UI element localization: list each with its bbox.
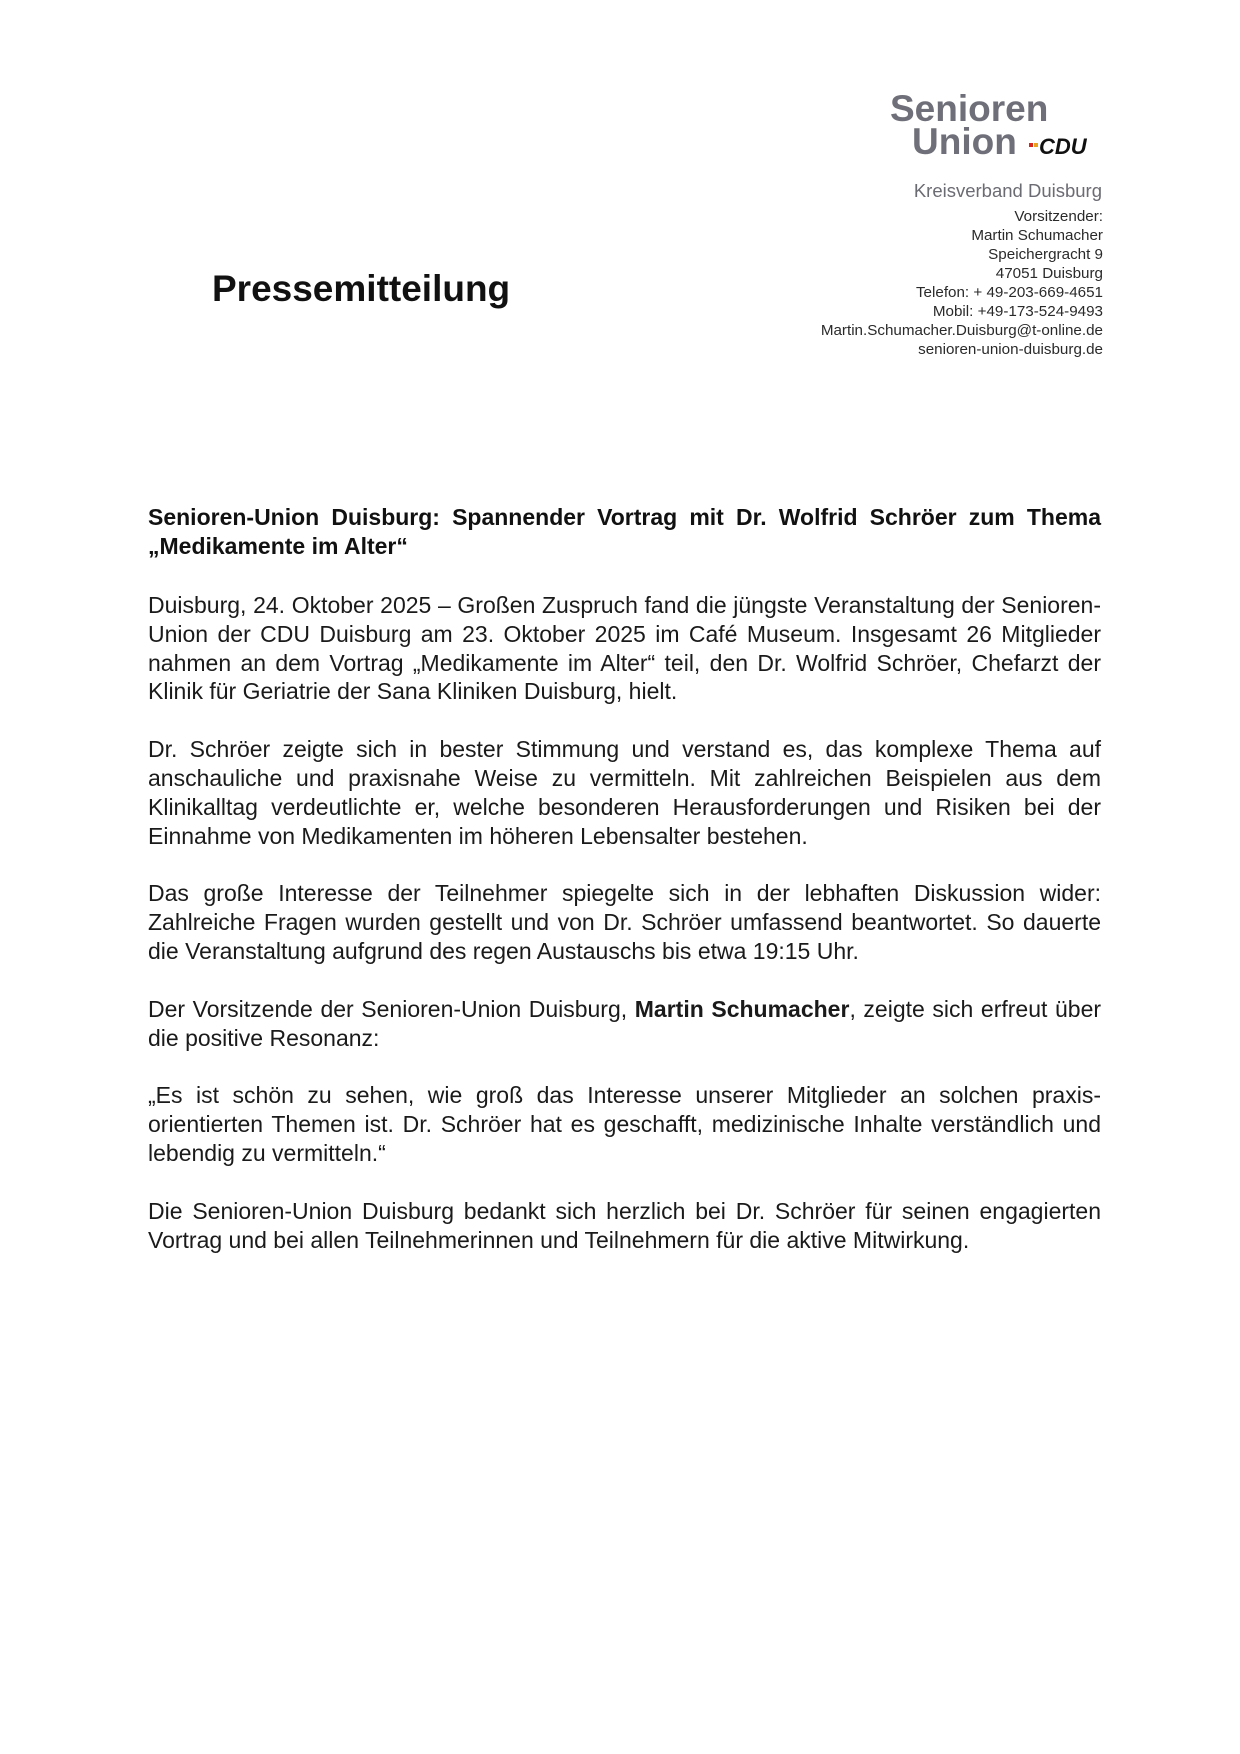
contact-website: senioren-union-duisburg.de	[918, 341, 1103, 358]
headline: Senioren-Union Duisburg: Spannender Vortrag mit Dr. Wolfrid Schröer zum Thema „Medikamente im Alter“	[148, 504, 1101, 559]
kreisverband-label: Kreisverband Duisburg	[913, 180, 1102, 201]
logo-graphic	[890, 92, 1110, 162]
logo-party: CDU	[1039, 134, 1087, 159]
senioren-union-logo	[890, 92, 1110, 162]
logo-line1: Senioren	[890, 92, 1049, 129]
contact-street: Speichergracht 9	[988, 246, 1103, 263]
paragraph-chairman	[148, 995, 1101, 1053]
contact-mobile: Mobil: +49-173-524-9493	[932, 303, 1103, 320]
logo-line2: Union	[912, 121, 1017, 162]
contact-block	[703, 207, 1103, 359]
document-type-title: Pressemitteilung	[212, 268, 511, 309]
paragraph-quote: „Es ist schön zu sehen, wie groß das Interesse unserer Mitglieder an solchen praxisorientierten Themen ist. Dr. Schröer hat es geschafft, medizinische Inhalte verständlich und lebendig zu vermitteln.“	[148, 1082, 1101, 1166]
contact-name: Martin Schumacher	[971, 227, 1103, 244]
contact-role: Vorsitzender:	[1014, 208, 1103, 225]
paragraph-intro: Duisburg, 24. Oktober 2025 – Großen Zuspruch fand die jüngste Veranstaltung der Senioren-Union der CDU Duisburg am 23. Oktober 2025 im Café Museum. Insgesamt 26 Mitglieder nahmen an dem Vortrag „Medikamente im Alter“ teil, den Dr. Wolfrid Schröer, Chefarzt der Klinik für Geriatrie der Sana Kliniken Duisburg, hielt.	[148, 592, 1101, 705]
logo-flag-gold	[1034, 143, 1038, 147]
contact-city: 47051 Duisburg	[995, 265, 1103, 282]
logo-flag-red	[1029, 143, 1033, 147]
paragraph-closing: Die Senioren-Union Duisburg bedankt sich herzlich bei Dr. Schröer für seinen engagierten Vortrag und bei allen Teilnehmerinnen und Teilnehmern für die aktive Mitwirkung.	[148, 1197, 1101, 1253]
paragraph-discussion: Das große Interesse der Teilnehmer spiegelte sich in der lebhaften Diskussion wider: Zahlreiche Fragen wurden gestellt und von Dr. Schröer umfassend beantwortet. So dauerte die Veranstaltung aufgrund des regen Austauschs bis etwa 19:15 Uhr.	[148, 880, 1101, 964]
press-release-body	[148, 503, 1101, 1283]
contact-email: Martin.Schumacher.Duisburg@t-online.de	[820, 322, 1103, 339]
chairman-text-before: Der Vorsitzende der Senioren-Union Duisburg,	[148, 995, 635, 1022]
contact-phone: Telefon: + 49-203-669-4651	[915, 284, 1103, 301]
chairman-text-after: , zeigte sich erfreut über die positive Resonanz:	[148, 995, 1102, 1051]
chairman-name: Martin Schumacher	[634, 995, 850, 1022]
paragraph-speaker: Dr. Schröer zeigte sich in bester Stimmung und verstand es, das komplexe Thema auf anschauliche und praxisnahe Weise zu vermitteln. Mit zahlreichen Beispielen aus dem Klinikalltag verdeutlichte er, welche besonderen Herausforderungen und Risiken bei der Einnahme von Medikamenten im höheren Lebensalter bestehen.	[148, 736, 1101, 849]
